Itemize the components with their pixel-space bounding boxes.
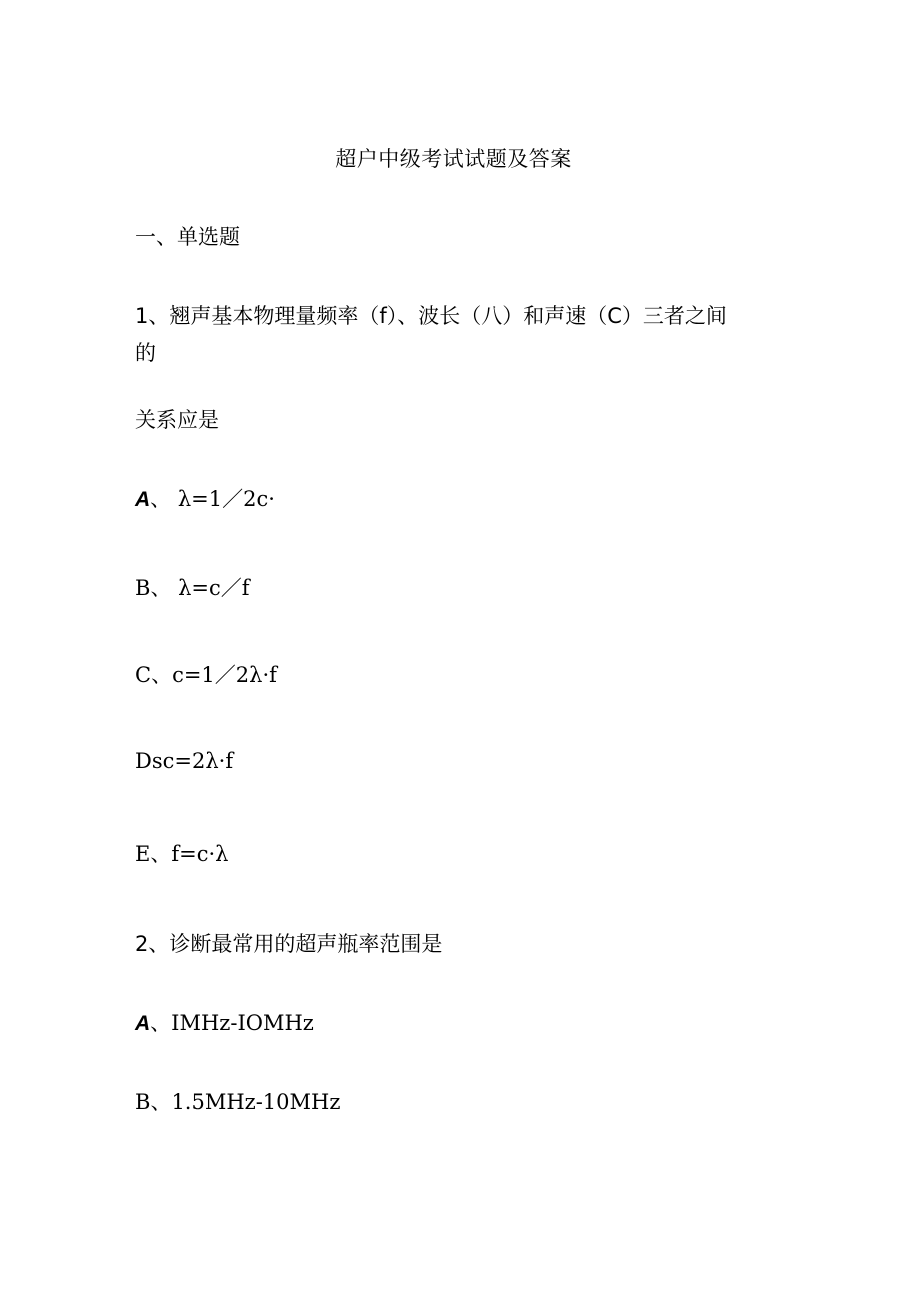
question-1-stem-line-2: 的: [135, 341, 156, 365]
option-letter: B: [135, 576, 151, 600]
option-a: [135, 484, 275, 515]
option-e: [135, 839, 228, 869]
option-text: =2λ·f: [174, 749, 234, 773]
option-letter: A: [135, 488, 151, 511]
option-letter: B: [135, 1090, 151, 1114]
option-separator: 、: [150, 1011, 172, 1035]
option-text: 1.5MHz-10MHz: [171, 1090, 341, 1114]
option-separator: 、: [150, 576, 172, 600]
option-text: c=1／2λ·f: [172, 663, 277, 687]
option-d: [135, 746, 233, 776]
question-2-stem-line-1: 2、诊断最常用的超声瓶率范围是: [135, 932, 443, 956]
option-text: λ=c／f: [171, 576, 250, 600]
option-a: [135, 1008, 314, 1039]
option-b: [135, 573, 250, 603]
option-letter: C: [135, 663, 152, 687]
option-text: λ=1／2c·: [171, 487, 275, 511]
option-c: [135, 660, 277, 690]
option-text: IMHz-IOMHz: [171, 1011, 314, 1035]
document-title: 超户中级考试试题及答案: [335, 147, 572, 171]
section-heading: 一、单选题: [135, 225, 240, 249]
option-separator: 、: [150, 1090, 172, 1114]
option-text: f=c·λ: [171, 842, 229, 866]
option-separator: 、: [151, 663, 173, 687]
option-separator: 、: [150, 487, 172, 511]
option-letter: A: [135, 1012, 151, 1035]
question-1-stem-line-3: 关系应是: [135, 408, 219, 432]
question-1-stem-line-1: 1、翘声基本物理量频率（f）、波长（八）和声速（C）三者之间: [135, 304, 727, 328]
option-letter: E: [135, 842, 151, 866]
option-b: [135, 1087, 340, 1117]
option-separator: 、: [150, 842, 172, 866]
option-letter: Dsc: [135, 749, 175, 773]
